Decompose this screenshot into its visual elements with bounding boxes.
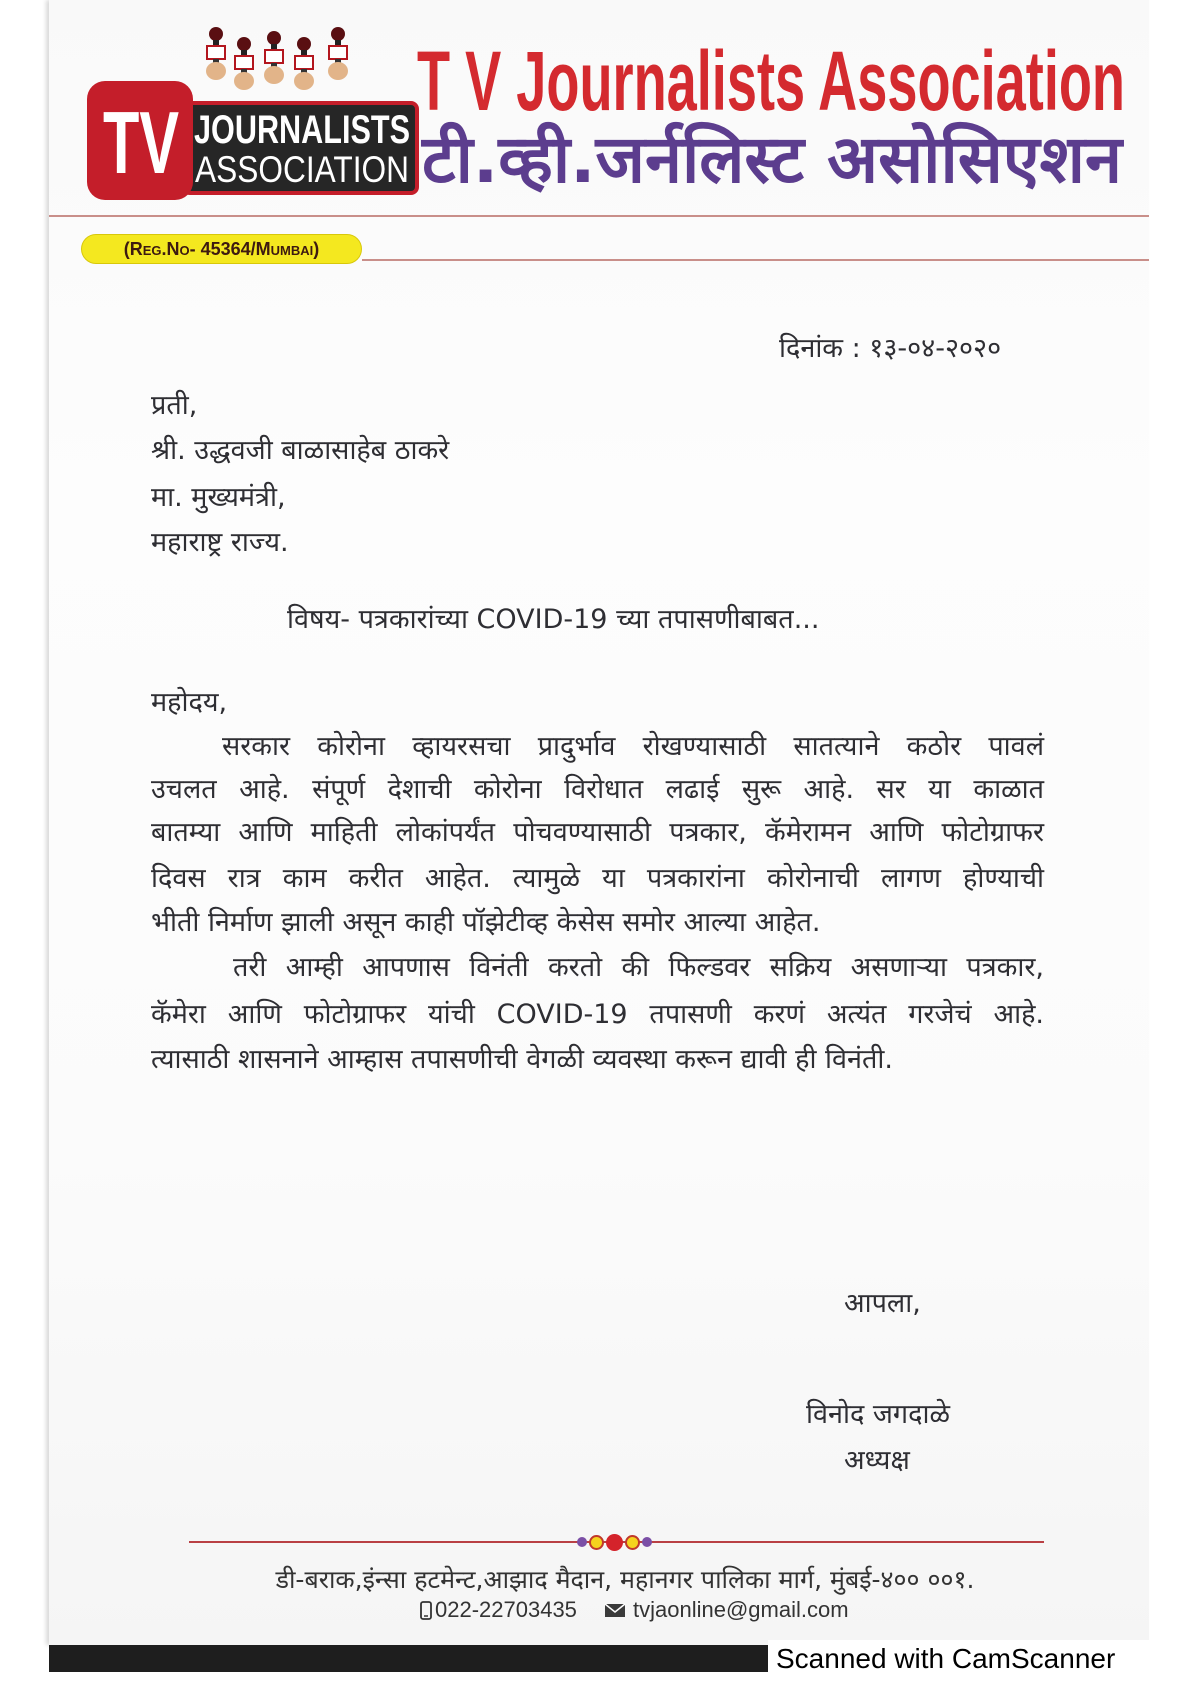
logo-tv-text: TV — [103, 93, 180, 192]
signatory-title: अध्यक्ष — [844, 1445, 910, 1476]
paragraph-1-line: बातम्या आणि माहिती लोकांपर्यंत पोचवण्यासाठी पत्रकार, कॅमेरामन आणि फोटोग्राफर — [151, 817, 1044, 848]
ornament-dot — [589, 1535, 604, 1550]
association-title-english — [417, 34, 1133, 128]
recipient-line: श्री. उद्धवजी बाळासाहेब ठाकरे — [151, 435, 450, 466]
ornament-dot — [577, 1537, 587, 1547]
ornament-dot — [642, 1537, 652, 1547]
letter-date: दिनांक : १३-०४-२०२० — [779, 333, 1002, 364]
paragraph-2-line: तरी आम्ही आपणास विनंती करतो की फिल्डवर सक्रिय असणाऱ्या पत्रकार, — [233, 952, 1044, 983]
header-divider-bottom — [362, 259, 1149, 261]
title-marathi-text: टी.व्ही.जर्नलिस्ट असोसिएशन — [419, 121, 1125, 198]
recipient-line: महाराष्ट्र राज्य. — [151, 527, 289, 558]
header-divider-top — [49, 215, 1149, 217]
signatory-name: विनोद जगदाळे — [806, 1399, 950, 1430]
mobile-phone-icon — [420, 1601, 432, 1620]
logo-association-text: ASSOCIATION — [195, 149, 409, 190]
ornament-dot — [625, 1535, 640, 1550]
camscanner-watermark: Scanned with CamScanner — [776, 1643, 1116, 1674]
letter-closing: आपला, — [844, 1288, 921, 1319]
letter-salutation: महोदय, — [151, 687, 228, 718]
tv-journalists-logo — [80, 74, 425, 206]
paragraph-1-line: दिवस रात्र काम करीत आहेत. त्यामुळे या पत्रकारांना कोरोनाची लागण होण्याची — [151, 863, 1044, 894]
title-english-text: T V Journalists Association — [417, 34, 1125, 128]
paragraph-1-line: उचलत आहे. संपूर्ण देशाची कोरोना विरोधात लढाई सुरू आहे. सर या काळात — [151, 774, 1044, 805]
recipient-line: प्रती, — [151, 390, 198, 421]
microphone-icon — [206, 27, 226, 80]
footer-ornament — [566, 1533, 662, 1551]
paragraph-2-line: त्यासाठी शासनाने आम्हास तपासणीची वेगळी व्यवस्था करून द्यावी ही विनंती. — [151, 1044, 894, 1075]
ornament-dot — [606, 1534, 623, 1551]
logo-journalists-text: JOURNALISTS — [194, 108, 410, 152]
registration-badge — [81, 234, 362, 264]
registration-number: (Reg.No- 45364/Mumbai) — [123, 238, 320, 259]
footer-email: tvjaonline@gmail.com — [633, 1597, 849, 1622]
footer-address: डी-बराक,इंन्सा हटमेन्ट,आझाद मैदान, महानगर पालिका मार्ग, मुंबई-४०० ००१. — [275, 1565, 975, 1594]
paragraph-1-line: सरकार कोरोना व्हायरसचा प्रादुर्भाव रोखण्यासाठी सातत्याने कठोर पावलं — [222, 731, 1044, 762]
recipient-line: मा. मुख्यमंत्री, — [151, 482, 286, 513]
paragraph-2-line: कॅमेरा आणि फोटोग्राफर यांची COVID-19 तपासणी करणं अत्यंत गरजेचं आहे. — [151, 999, 1044, 1030]
letter-subject: विषय- पत्रकारांच्या COVID-19 च्या तपासणीबाबत... — [287, 604, 820, 635]
paragraph-1-line: भीती निर्माण झाली असून काही पॉझेटीव्ह केसेस समोर आल्या आहेत. — [151, 907, 821, 938]
envelope-icon — [604, 1603, 626, 1618]
footer-phone: 022-22703435 — [435, 1597, 577, 1622]
association-title-marathi — [419, 116, 1134, 200]
microphone-icon — [328, 27, 348, 80]
